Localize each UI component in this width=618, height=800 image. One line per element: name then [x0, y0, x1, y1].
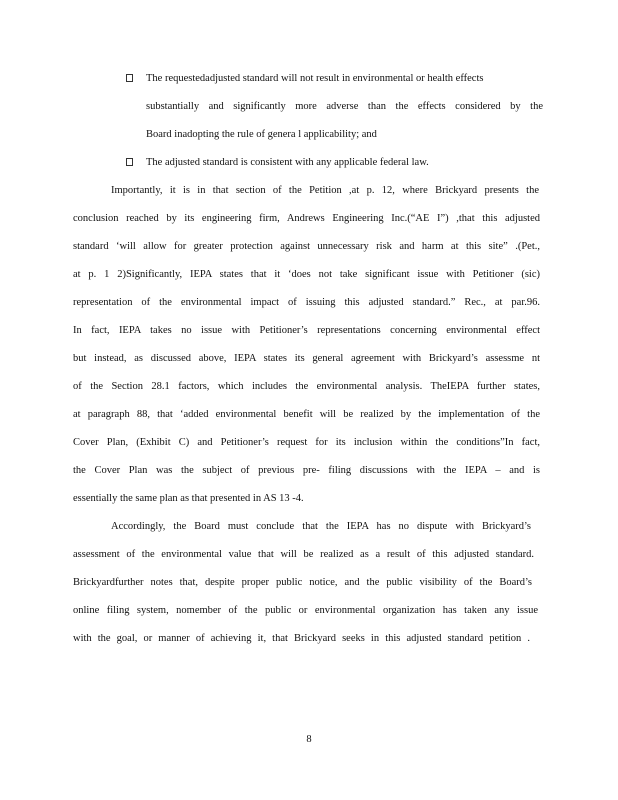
paragraph-line: online filing system, nomember of the public or environmental organization has taken any issue: [73, 605, 538, 616]
paragraph-line: Cover Plan, (Exhibit C) and Petitioner’s request for its inclusion within the conditions”In fact,: [73, 437, 540, 448]
paragraph-line: In fact, IEPA takes no issue with Petitioner’s representations concerning environmental effect: [73, 325, 540, 336]
paragraph-line: at p. 1 2)Significantly, IEPA states that it ‘does not take significant issue with Petitioner (sic): [73, 269, 540, 280]
bullet-marker: [126, 74, 133, 82]
paragraph-line: at paragraph 88, that ‘added environmental benefit will be realized by the implementation of the: [73, 409, 540, 420]
bullet-1-line-1: The requestedadjusted standard will not result in environmental or health effects: [146, 73, 484, 84]
paragraph-line: conclusion reached by its engineering firm, Andrews Engineering Inc.(“AE I”) ,that this adjusted: [73, 213, 540, 224]
paragraph-line: Importantly, it is in that section of the Petition ,at p. 12, where Brickyard presents the: [111, 185, 539, 196]
paragraph-line: assessment of the environmental value that will be realized as a result of this adjusted standard.: [73, 549, 534, 560]
paragraph-line: with the goal, or manner of achieving it, that Brickyard seeks in this adjusted standard petition .: [73, 633, 530, 644]
paragraph-line: but instead, as discussed above, IEPA states its general agreement with Brickyard’s assessme nt: [73, 353, 540, 364]
paragraph-line: Accordingly, the Board must conclude that the IEPA has no dispute with Brickyard’s: [111, 521, 531, 532]
bullet-marker: [126, 158, 133, 166]
paragraph-line: Brickyardfurther notes that, despite proper public notice, and the public visibility of the Board’s: [73, 577, 532, 588]
bullet-1-line-3: Board inadopting the rule of genera l applicability; and: [146, 129, 377, 140]
paragraph-line: representation of the environmental impact of issuing this adjusted standard.” Rec., at par.96.: [73, 297, 540, 308]
paragraph-line: the Cover Plan was the subject of previous pre- filing discussions with the IEPA – and is: [73, 465, 540, 476]
bullet-1-line-2: substantially and significantly more adverse than the effects considered by the: [146, 101, 543, 112]
page-number: 8: [306, 734, 312, 745]
paragraph-line: essentially the same plan as that presented in AS 13 -4.: [73, 493, 304, 504]
bullet-2-line-1: The adjusted standard is consistent with any applicable federal law.: [146, 157, 429, 168]
paragraph-line: standard ‘will allow for greater protection against unnecessary risk and harm at this site” .(Pet.,: [73, 241, 540, 252]
paragraph-line: of the Section 28.1 factors, which includes the environmental analysis. TheIEPA further states,: [73, 381, 540, 392]
